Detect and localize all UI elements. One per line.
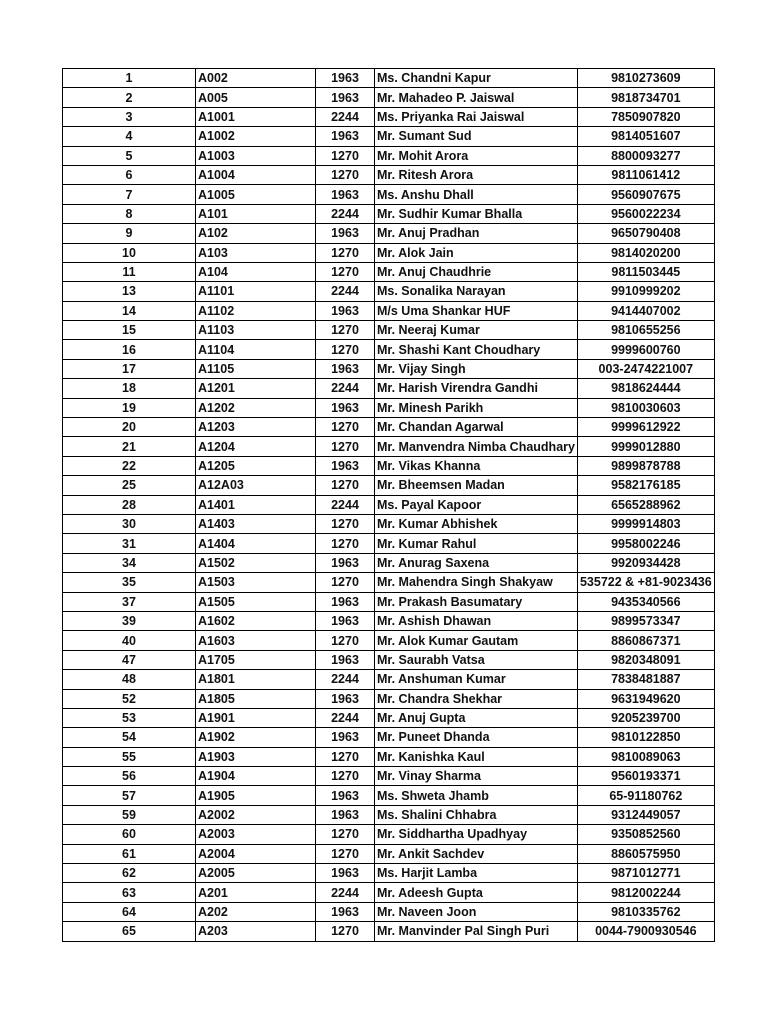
area-cell[interactable]: 1963 <box>316 88 375 107</box>
area-cell[interactable]: 1270 <box>316 825 375 844</box>
owner-name-cell[interactable]: Mr. Mahendra Singh Shakyaw <box>375 573 578 592</box>
area-cell[interactable]: 1963 <box>316 398 375 417</box>
table-row[interactable] <box>63 883 715 902</box>
area-cell[interactable]: 1270 <box>316 514 375 533</box>
unit-cell[interactable]: A1005 <box>196 185 316 204</box>
area-cell[interactable]: 1963 <box>316 553 375 572</box>
phone-cell[interactable]: 9350852560 <box>577 825 714 844</box>
owner-name-cell[interactable]: Mr. Harish Virendra Gandhi <box>375 379 578 398</box>
table-row[interactable] <box>63 262 715 281</box>
area-cell[interactable]: 2244 <box>316 107 375 126</box>
owner-name-cell[interactable]: Mr. Sudhir Kumar Bhalla <box>375 204 578 223</box>
serial-number-cell[interactable]: 61 <box>63 844 196 863</box>
unit-cell[interactable]: A1103 <box>196 321 316 340</box>
area-cell[interactable]: 2244 <box>316 495 375 514</box>
serial-number-cell[interactable]: 2 <box>63 88 196 107</box>
unit-cell[interactable]: A1905 <box>196 786 316 805</box>
phone-cell[interactable]: 9810335762 <box>577 902 714 921</box>
serial-number-cell[interactable]: 3 <box>63 107 196 126</box>
owner-name-cell[interactable]: Mr. Prakash Basumatary <box>375 592 578 611</box>
serial-number-cell[interactable]: 37 <box>63 592 196 611</box>
area-cell[interactable]: 2244 <box>316 282 375 301</box>
table-row[interactable] <box>63 495 715 514</box>
unit-cell[interactable]: A1801 <box>196 670 316 689</box>
owner-name-cell[interactable]: Mr. Anurag Saxena <box>375 553 578 572</box>
owner-name-cell[interactable]: Mr. Vinay Sharma <box>375 767 578 786</box>
area-cell[interactable]: 1270 <box>316 476 375 495</box>
unit-cell[interactable]: A202 <box>196 902 316 921</box>
serial-number-cell[interactable]: 6 <box>63 165 196 184</box>
phone-cell[interactable]: 535722 & +81-9023436 <box>577 573 714 592</box>
unit-cell[interactable]: A1904 <box>196 767 316 786</box>
owner-name-cell[interactable]: Mr. Mahadeo P. Jaiswal <box>375 88 578 107</box>
area-cell[interactable]: 1963 <box>316 650 375 669</box>
unit-cell[interactable]: A1404 <box>196 534 316 553</box>
unit-cell[interactable]: A1403 <box>196 514 316 533</box>
owner-name-cell[interactable]: M/s Uma Shankar HUF <box>375 301 578 320</box>
table-row[interactable] <box>63 224 715 243</box>
unit-cell[interactable]: A1902 <box>196 728 316 747</box>
table-row[interactable] <box>63 805 715 824</box>
serial-number-cell[interactable]: 40 <box>63 631 196 650</box>
owner-name-cell[interactable]: Mr. Ashish Dhawan <box>375 611 578 630</box>
phone-cell[interactable]: 9810273609 <box>577 69 714 88</box>
phone-cell[interactable]: 9814051607 <box>577 127 714 146</box>
owner-name-cell[interactable]: Mr. Anuj Gupta <box>375 708 578 727</box>
area-cell[interactable]: 1963 <box>316 864 375 883</box>
unit-cell[interactable]: A1001 <box>196 107 316 126</box>
unit-cell[interactable]: A1202 <box>196 398 316 417</box>
table-row[interactable] <box>63 747 715 766</box>
table-row[interactable] <box>63 437 715 456</box>
area-cell[interactable]: 1270 <box>316 631 375 650</box>
unit-cell[interactable]: A1602 <box>196 611 316 630</box>
owner-name-cell[interactable]: Ms. Shalini Chhabra <box>375 805 578 824</box>
phone-cell[interactable]: 9818624444 <box>577 379 714 398</box>
serial-number-cell[interactable]: 57 <box>63 786 196 805</box>
unit-cell[interactable]: A1102 <box>196 301 316 320</box>
table-row[interactable] <box>63 728 715 747</box>
area-cell[interactable]: 2244 <box>316 708 375 727</box>
unit-cell[interactable]: A201 <box>196 883 316 902</box>
owner-name-cell[interactable]: Ms. Payal Kapoor <box>375 495 578 514</box>
serial-number-cell[interactable]: 4 <box>63 127 196 146</box>
owner-name-cell[interactable]: Mr. Anuj Chaudhrie <box>375 262 578 281</box>
phone-cell[interactable]: 9810030603 <box>577 398 714 417</box>
area-cell[interactable]: 1270 <box>316 165 375 184</box>
owner-name-cell[interactable]: Mr. Kumar Rahul <box>375 534 578 553</box>
phone-cell[interactable]: 9871012771 <box>577 864 714 883</box>
owner-name-cell[interactable]: Mr. Anshuman Kumar <box>375 670 578 689</box>
unit-cell[interactable]: A1603 <box>196 631 316 650</box>
phone-cell[interactable]: 9910999202 <box>577 282 714 301</box>
table-row[interactable] <box>63 398 715 417</box>
serial-number-cell[interactable]: 54 <box>63 728 196 747</box>
table-row[interactable] <box>63 902 715 921</box>
serial-number-cell[interactable]: 56 <box>63 767 196 786</box>
table-row[interactable] <box>63 301 715 320</box>
table-row[interactable] <box>63 631 715 650</box>
area-cell[interactable]: 1963 <box>316 359 375 378</box>
unit-cell[interactable]: A1401 <box>196 495 316 514</box>
unit-cell[interactable]: A203 <box>196 922 316 941</box>
serial-number-cell[interactable]: 5 <box>63 146 196 165</box>
table-row[interactable] <box>63 553 715 572</box>
owner-name-cell[interactable]: Mr. Saurabh Vatsa <box>375 650 578 669</box>
area-cell[interactable]: 1270 <box>316 767 375 786</box>
unit-cell[interactable]: A1204 <box>196 437 316 456</box>
serial-number-cell[interactable]: 55 <box>63 747 196 766</box>
phone-cell[interactable]: 9810089063 <box>577 747 714 766</box>
serial-number-cell[interactable]: 48 <box>63 670 196 689</box>
table-row[interactable] <box>63 592 715 611</box>
phone-cell[interactable]: 9414407002 <box>577 301 714 320</box>
phone-cell[interactable]: 9810655256 <box>577 321 714 340</box>
phone-cell[interactable]: 9312449057 <box>577 805 714 824</box>
owner-name-cell[interactable]: Mr. Shashi Kant Choudhary <box>375 340 578 359</box>
serial-number-cell[interactable]: 62 <box>63 864 196 883</box>
unit-cell[interactable]: A1201 <box>196 379 316 398</box>
area-cell[interactable]: 1963 <box>316 69 375 88</box>
serial-number-cell[interactable]: 1 <box>63 69 196 88</box>
serial-number-cell[interactable]: 39 <box>63 611 196 630</box>
phone-cell[interactable]: 65-91180762 <box>577 786 714 805</box>
table-row[interactable] <box>63 107 715 126</box>
area-cell[interactable]: 1270 <box>316 437 375 456</box>
serial-number-cell[interactable]: 9 <box>63 224 196 243</box>
table-row[interactable] <box>63 514 715 533</box>
table-row[interactable] <box>63 689 715 708</box>
owner-name-cell[interactable]: Ms. Chandni Kapur <box>375 69 578 88</box>
table-body <box>63 69 715 942</box>
unit-cell[interactable]: A1105 <box>196 359 316 378</box>
table-row[interactable] <box>63 534 715 553</box>
area-cell[interactable]: 1270 <box>316 747 375 766</box>
phone-cell[interactable]: 9818734701 <box>577 88 714 107</box>
serial-number-cell[interactable]: 8 <box>63 204 196 223</box>
owner-name-cell[interactable]: Mr. Chandra Shekhar <box>375 689 578 708</box>
unit-cell[interactable]: A2002 <box>196 805 316 824</box>
owner-name-cell[interactable]: Mr. Kumar Abhishek <box>375 514 578 533</box>
serial-number-cell[interactable]: 64 <box>63 902 196 921</box>
spreadsheet-table <box>62 68 715 942</box>
area-cell[interactable]: 1963 <box>316 902 375 921</box>
serial-number-cell[interactable]: 14 <box>63 301 196 320</box>
unit-cell[interactable]: A1903 <box>196 747 316 766</box>
owner-name-cell[interactable]: Mr. Bheemsen Madan <box>375 476 578 495</box>
area-cell[interactable]: 1963 <box>316 611 375 630</box>
table-row[interactable] <box>63 922 715 941</box>
table-row[interactable] <box>63 786 715 805</box>
phone-cell[interactable]: 9999914803 <box>577 514 714 533</box>
area-cell[interactable]: 1270 <box>316 534 375 553</box>
unit-cell[interactable]: A2004 <box>196 844 316 863</box>
table-row[interactable] <box>63 69 715 88</box>
unit-cell[interactable]: A12A03 <box>196 476 316 495</box>
table-row[interactable] <box>63 650 715 669</box>
serial-number-cell[interactable]: 28 <box>63 495 196 514</box>
table-row[interactable] <box>63 864 715 883</box>
table-row[interactable] <box>63 340 715 359</box>
area-cell[interactable]: 1963 <box>316 592 375 611</box>
area-cell[interactable]: 1963 <box>316 728 375 747</box>
phone-cell[interactable]: 9999600760 <box>577 340 714 359</box>
table-row[interactable] <box>63 282 715 301</box>
serial-number-cell[interactable]: 60 <box>63 825 196 844</box>
table-row[interactable] <box>63 670 715 689</box>
phone-cell[interactable]: 9582176185 <box>577 476 714 495</box>
owner-name-cell[interactable]: Mr. Puneet Dhanda <box>375 728 578 747</box>
phone-cell[interactable]: 9435340566 <box>577 592 714 611</box>
phone-cell[interactable]: 9810122850 <box>577 728 714 747</box>
owner-name-cell[interactable]: Mr. Mohit Arora <box>375 146 578 165</box>
table-row[interactable] <box>63 456 715 475</box>
table-row[interactable] <box>63 359 715 378</box>
unit-cell[interactable]: A1101 <box>196 282 316 301</box>
serial-number-cell[interactable]: 34 <box>63 553 196 572</box>
phone-cell[interactable]: 9820348091 <box>577 650 714 669</box>
phone-cell[interactable]: 9560907675 <box>577 185 714 204</box>
phone-cell[interactable]: 003-2474221007 <box>577 359 714 378</box>
area-cell[interactable]: 1963 <box>316 185 375 204</box>
area-cell[interactable]: 1963 <box>316 224 375 243</box>
phone-cell[interactable]: 9812002244 <box>577 883 714 902</box>
serial-number-cell[interactable]: 59 <box>63 805 196 824</box>
table-row[interactable] <box>63 243 715 262</box>
owner-name-cell[interactable]: Mr. Naveen Joon <box>375 902 578 921</box>
phone-cell[interactable]: 8860575950 <box>577 844 714 863</box>
area-cell[interactable]: 1963 <box>316 456 375 475</box>
area-cell[interactable]: 1270 <box>316 321 375 340</box>
serial-number-cell[interactable]: 16 <box>63 340 196 359</box>
serial-number-cell[interactable]: 21 <box>63 437 196 456</box>
serial-number-cell[interactable]: 18 <box>63 379 196 398</box>
owner-name-cell[interactable]: Ms. Shweta Jhamb <box>375 786 578 805</box>
table-row[interactable] <box>63 611 715 630</box>
phone-cell[interactable]: 0044-7900930546 <box>577 922 714 941</box>
unit-cell[interactable]: A1805 <box>196 689 316 708</box>
unit-cell[interactable]: A002 <box>196 69 316 88</box>
table-row[interactable] <box>63 185 715 204</box>
unit-cell[interactable]: A1203 <box>196 418 316 437</box>
serial-number-cell[interactable]: 53 <box>63 708 196 727</box>
unit-cell[interactable]: A1002 <box>196 127 316 146</box>
serial-number-cell[interactable]: 25 <box>63 476 196 495</box>
serial-number-cell[interactable]: 63 <box>63 883 196 902</box>
owner-name-cell[interactable]: Mr. Siddhartha Upadhyay <box>375 825 578 844</box>
serial-number-cell[interactable]: 7 <box>63 185 196 204</box>
phone-cell[interactable]: 9899878788 <box>577 456 714 475</box>
area-cell[interactable]: 1270 <box>316 243 375 262</box>
phone-cell[interactable]: 8860867371 <box>577 631 714 650</box>
owner-name-cell[interactable]: Mr. Vikas Khanna <box>375 456 578 475</box>
area-cell[interactable]: 2244 <box>316 204 375 223</box>
area-cell[interactable]: 1270 <box>316 418 375 437</box>
phone-cell[interactable]: 9631949620 <box>577 689 714 708</box>
unit-cell[interactable]: A1004 <box>196 165 316 184</box>
table-row[interactable] <box>63 127 715 146</box>
area-cell[interactable]: 2244 <box>316 883 375 902</box>
table-row[interactable] <box>63 844 715 863</box>
unit-cell[interactable]: A1705 <box>196 650 316 669</box>
table-row[interactable] <box>63 379 715 398</box>
table-row[interactable] <box>63 825 715 844</box>
phone-cell[interactable]: 9814020200 <box>577 243 714 262</box>
area-cell[interactable]: 1270 <box>316 146 375 165</box>
serial-number-cell[interactable]: 52 <box>63 689 196 708</box>
serial-number-cell[interactable]: 22 <box>63 456 196 475</box>
area-cell[interactable]: 1270 <box>316 262 375 281</box>
phone-cell[interactable]: 9920934428 <box>577 553 714 572</box>
owner-name-cell[interactable]: Ms. Anshu Dhall <box>375 185 578 204</box>
owner-name-cell[interactable]: Mr. Adeesh Gupta <box>375 883 578 902</box>
phone-cell[interactable]: 7850907820 <box>577 107 714 126</box>
phone-cell[interactable]: 9811503445 <box>577 262 714 281</box>
owner-name-cell[interactable]: Mr. Neeraj Kumar <box>375 321 578 340</box>
serial-number-cell[interactable]: 13 <box>63 282 196 301</box>
phone-cell[interactable]: 9999612922 <box>577 418 714 437</box>
phone-cell[interactable]: 9560022234 <box>577 204 714 223</box>
serial-number-cell[interactable]: 47 <box>63 650 196 669</box>
unit-cell[interactable]: A1502 <box>196 553 316 572</box>
owner-name-cell[interactable]: Mr. Anuj Pradhan <box>375 224 578 243</box>
serial-number-cell[interactable]: 65 <box>63 922 196 941</box>
owner-name-cell[interactable]: Mr. Ritesh Arora <box>375 165 578 184</box>
serial-number-cell[interactable]: 11 <box>63 262 196 281</box>
phone-cell[interactable]: 9958002246 <box>577 534 714 553</box>
area-cell[interactable]: 1963 <box>316 805 375 824</box>
unit-cell[interactable]: A005 <box>196 88 316 107</box>
table-row[interactable] <box>63 708 715 727</box>
owner-name-cell[interactable]: Mr. Alok Jain <box>375 243 578 262</box>
owner-name-cell[interactable]: Ms. Sonalika Narayan <box>375 282 578 301</box>
serial-number-cell[interactable]: 19 <box>63 398 196 417</box>
phone-cell[interactable]: 9811061412 <box>577 165 714 184</box>
owner-name-cell[interactable]: Mr. Minesh Parikh <box>375 398 578 417</box>
phone-cell[interactable]: 9650790408 <box>577 224 714 243</box>
area-cell[interactable]: 1963 <box>316 127 375 146</box>
owner-name-cell[interactable]: Mr. Ankit Sachdev <box>375 844 578 863</box>
owner-name-cell[interactable]: Mr. Alok Kumar Gautam <box>375 631 578 650</box>
owner-name-cell[interactable]: Ms. Priyanka Rai Jaiswal <box>375 107 578 126</box>
table-row[interactable] <box>63 321 715 340</box>
owner-name-cell[interactable]: Mr. Sumant Sud <box>375 127 578 146</box>
phone-cell[interactable]: 9560193371 <box>577 767 714 786</box>
phone-cell[interactable]: 6565288962 <box>577 495 714 514</box>
area-cell[interactable]: 1270 <box>316 844 375 863</box>
unit-cell[interactable]: A1205 <box>196 456 316 475</box>
unit-cell[interactable]: A1003 <box>196 146 316 165</box>
owner-name-cell[interactable]: Mr. Vijay Singh <box>375 359 578 378</box>
serial-number-cell[interactable]: 17 <box>63 359 196 378</box>
table-row[interactable] <box>63 165 715 184</box>
table-row[interactable] <box>63 418 715 437</box>
unit-cell[interactable]: A101 <box>196 204 316 223</box>
unit-cell[interactable]: A1104 <box>196 340 316 359</box>
owner-name-cell[interactable]: Mr. Manvendra Nimba Chaudhary <box>375 437 578 456</box>
table-row[interactable] <box>63 204 715 223</box>
unit-cell[interactable]: A102 <box>196 224 316 243</box>
phone-cell[interactable]: 9999012880 <box>577 437 714 456</box>
owner-name-cell[interactable]: Ms. Harjit Lamba <box>375 864 578 883</box>
unit-cell[interactable]: A1901 <box>196 708 316 727</box>
unit-cell[interactable]: A103 <box>196 243 316 262</box>
unit-cell[interactable]: A104 <box>196 262 316 281</box>
area-cell[interactable]: 2244 <box>316 379 375 398</box>
table-row[interactable] <box>63 573 715 592</box>
table-row[interactable] <box>63 88 715 107</box>
table-row[interactable] <box>63 767 715 786</box>
unit-cell[interactable]: A1503 <box>196 573 316 592</box>
area-cell[interactable]: 1270 <box>316 573 375 592</box>
owner-name-cell[interactable]: Mr. Chandan Agarwal <box>375 418 578 437</box>
owner-name-cell[interactable]: Mr. Manvinder Pal Singh Puri <box>375 922 578 941</box>
area-cell[interactable]: 2244 <box>316 670 375 689</box>
unit-cell[interactable]: A2003 <box>196 825 316 844</box>
serial-number-cell[interactable]: 35 <box>63 573 196 592</box>
area-cell[interactable]: 1270 <box>316 922 375 941</box>
serial-number-cell[interactable]: 20 <box>63 418 196 437</box>
table-row[interactable] <box>63 476 715 495</box>
unit-cell[interactable]: A1505 <box>196 592 316 611</box>
unit-cell[interactable]: A2005 <box>196 864 316 883</box>
area-cell[interactable]: 1963 <box>316 786 375 805</box>
phone-cell[interactable]: 9205239700 <box>577 708 714 727</box>
area-cell[interactable]: 1270 <box>316 340 375 359</box>
area-cell[interactable]: 1963 <box>316 301 375 320</box>
serial-number-cell[interactable]: 31 <box>63 534 196 553</box>
area-cell[interactable]: 1963 <box>316 689 375 708</box>
table-row[interactable] <box>63 146 715 165</box>
phone-cell[interactable]: 7838481887 <box>577 670 714 689</box>
serial-number-cell[interactable]: 10 <box>63 243 196 262</box>
serial-number-cell[interactable]: 30 <box>63 514 196 533</box>
serial-number-cell[interactable]: 15 <box>63 321 196 340</box>
phone-cell[interactable]: 8800093277 <box>577 146 714 165</box>
owner-name-cell[interactable]: Mr. Kanishka Kaul <box>375 747 578 766</box>
phone-cell[interactable]: 9899573347 <box>577 611 714 630</box>
